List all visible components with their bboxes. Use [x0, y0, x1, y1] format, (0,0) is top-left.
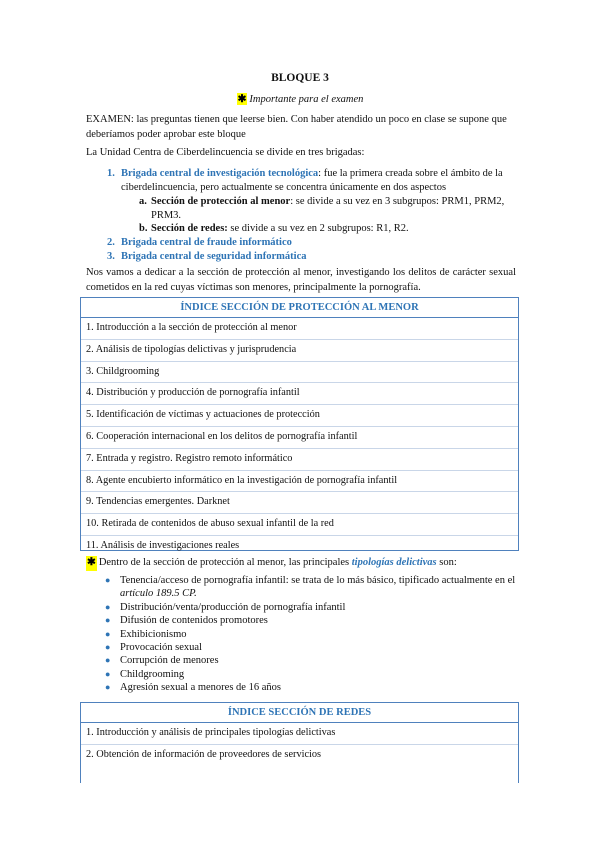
typologies-before: Dentro de la sección de protección al menor, las principales — [98, 557, 352, 568]
index-row: 10. Retirada de contenidos de abuso sexual infantil de la red — [81, 514, 518, 536]
bullet-icon: ● — [105, 642, 111, 653]
brigade-item — [107, 236, 517, 250]
intro-paragraph: Nos vamos a dedicar a la sección de protección al menor, investigando los delitos de carácter sexual cometidos en la red cuyas víctimas son menores, principalmente la pornografía. — [86, 267, 516, 293]
subsection-letter: b. — [139, 223, 148, 234]
brigade-name: Brigada central de investigación tecnológica — [121, 168, 319, 179]
typologies-list — [105, 574, 520, 695]
list-item — [105, 681, 520, 694]
important-note — [0, 93, 600, 105]
index-row: 3. Childgrooming — [81, 362, 518, 384]
index-row: 8. Agente encubierto informático en la investigación de pornografía infantil — [81, 471, 518, 493]
list-item — [105, 601, 520, 614]
unit-paragraph: La Unidad Centra de Ciberdelincuencia se divide en tres brigadas: — [86, 147, 365, 158]
index-minor-box — [80, 297, 519, 551]
subsection-letter: a. — [139, 196, 147, 207]
bullet-icon: ● — [105, 615, 111, 626]
list-item-italic: artículo 189.5 CP. — [120, 588, 197, 600]
brigade-item — [107, 250, 517, 264]
brigade-desc: : fue la primera creada sobre el ámbito de la ciberdelincuencia, pero actualmente se concentra únicamente en dos aspectos — [121, 168, 503, 193]
brigade-number: 3. — [107, 250, 115, 262]
index-row: 5. Identificación de víctimas y actuaciones de protección — [81, 405, 518, 427]
page-title: BLOQUE 3 — [271, 72, 329, 84]
subsection-item — [121, 222, 517, 236]
brigade-number: 1. — [107, 168, 115, 179]
index-row: 4. Distribución y producción de pornografía infantil — [81, 383, 518, 405]
list-item-text: Agresión sexual a menores de 16 años — [120, 682, 281, 694]
list-item — [105, 654, 520, 667]
bullet-icon: ● — [105, 575, 111, 585]
list-item-text: Corrupción de menores — [120, 655, 219, 667]
bullet-icon: ● — [105, 628, 111, 639]
list-item-text: Exhibicionismo — [120, 628, 187, 640]
index-row: 1. Introducción y análisis de principales tipologías delictivas — [81, 723, 518, 745]
list-item-text: Distribución/venta/producción de pornografía infantil — [120, 601, 346, 613]
brigade-item — [107, 167, 517, 236]
list-item-text: Difusión de contenidos promotores — [120, 615, 268, 627]
important-note-text: Importante para el examen — [249, 94, 364, 105]
subsection-desc: : se divide a su vez en 3 subgrupos: PRM1, PRM2, PRM3. — [151, 196, 505, 221]
index-row: 9. Tendencias emergentes. Darknet — [81, 492, 518, 514]
list-item-text: Tenencia/acceso de pornografía infantil: se trata de lo más básico, tipificado actualmente en el — [120, 575, 516, 586]
index-row: 2. Obtención de información de proveedores de servicios — [86, 748, 322, 760]
list-item-text: Provocación sexual — [120, 642, 202, 654]
subsection-name: Sección de protección al menor — [151, 196, 291, 207]
typologies-paragraph — [86, 556, 516, 571]
list-item — [105, 641, 520, 654]
list-item-text: Childgrooming — [120, 668, 185, 680]
bullet-icon: ● — [105, 655, 111, 666]
index-row: 2. Análisis de tipologías delictivas y jurisprudencia — [81, 340, 518, 362]
index-networks-box — [80, 702, 519, 783]
index-row: 7. Entrada y registro. Registro remoto informático — [81, 449, 518, 471]
brigade-number: 2. — [107, 236, 115, 248]
typologies-label: tipologías delictivas — [351, 557, 437, 568]
list-item — [105, 614, 520, 627]
index-minor-title: ÍNDICE SECCIÓN DE PROTECCIÓN AL MENOR — [81, 298, 518, 318]
index-row: 1. Introducción a la sección de protección al menor — [81, 318, 518, 340]
list-item — [105, 574, 520, 601]
bullet-icon: ● — [105, 682, 111, 693]
subsection-desc: se divide a su vez en 2 subgrupos: R1, R2. — [227, 223, 409, 234]
brigade-name: Brigada central de fraude informático — [121, 236, 292, 248]
bullet-icon: ● — [105, 668, 111, 679]
index-networks-title: ÍNDICE SECCIÓN DE REDES — [81, 703, 518, 723]
subsection-name: Sección de redes: — [151, 223, 228, 234]
star-highlight-icon: ✱ — [237, 94, 247, 105]
list-item — [105, 628, 520, 641]
star-highlight-icon: ✱ — [86, 556, 97, 571]
brigades-list — [107, 167, 517, 264]
bullet-icon: ● — [105, 601, 111, 612]
brigade-name: Brigada central de seguridad informática — [121, 250, 307, 262]
typologies-after: son: — [436, 557, 457, 568]
list-item — [105, 668, 520, 681]
index-row: 6. Cooperación internacional en los delitos de pornografía infantil — [81, 427, 518, 449]
exam-paragraph: EXAMEN: las preguntas tienen que leerse bien. Con haber atendido un poco en clase se supone que deberíamos poder aprobar este bloque — [86, 114, 507, 140]
subsection-item — [121, 195, 517, 222]
index-row: 11. Análisis de investigaciones reales — [86, 539, 240, 551]
